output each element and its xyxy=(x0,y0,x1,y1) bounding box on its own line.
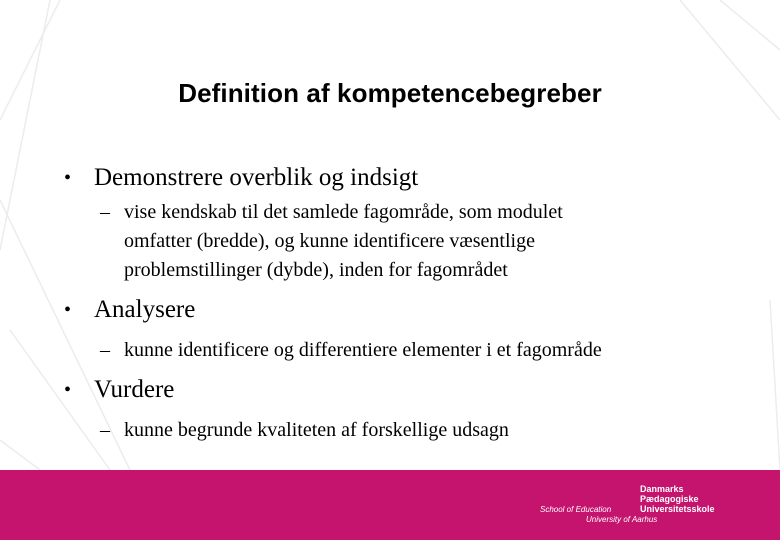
logo-line: Danmarks xyxy=(640,484,684,494)
logo-school-text: School of Education xyxy=(540,505,612,514)
bullet-analysere xyxy=(64,294,754,326)
sub-bullet-line: omfatter (bredde), og kunne identificere væsentlige xyxy=(124,230,535,252)
slide-content xyxy=(64,162,754,445)
sub-bullet-mark: – xyxy=(100,419,110,441)
sub-bullet-line: kunne identificere og differentiere elementer i et fagområde xyxy=(124,339,602,361)
slide-title: Definition af kompetencebegreber xyxy=(178,78,602,108)
sub-bullet-analysere xyxy=(64,336,754,365)
bullet-mark: • xyxy=(64,379,72,401)
logo-line: Pædagogiske xyxy=(640,494,699,504)
footer-bar xyxy=(0,470,780,540)
bullet-text: Demonstrere overblik og indsigt xyxy=(94,164,419,191)
sub-bullet-vurdere xyxy=(64,416,754,445)
bullet-mark: • xyxy=(64,167,72,189)
logo-name xyxy=(640,484,715,514)
logo-university-text: University of Aarhus xyxy=(586,515,658,524)
sub-bullet-mark: – xyxy=(100,201,110,223)
bullet-vurdere xyxy=(64,374,754,406)
sub-bullet-line: problemstillinger (dybde), inden for fagområdet xyxy=(124,259,508,281)
sub-bullet-mark: – xyxy=(100,339,110,361)
logo-line: Universitetsskole xyxy=(640,504,715,514)
bullet-text: Analysere xyxy=(94,296,196,323)
sub-bullet-line: vise kendskab til det samlede fagområde, som modulet xyxy=(124,201,563,223)
dpu-logo xyxy=(540,480,740,535)
bullet-demonstrere xyxy=(64,162,754,194)
bullet-text: Vurdere xyxy=(94,376,175,403)
bullet-mark: • xyxy=(64,299,72,321)
sub-bullet-demonstrere xyxy=(64,198,754,285)
sub-bullet-line: kunne begrunde kvaliteten af forskellige udsagn xyxy=(124,419,509,441)
